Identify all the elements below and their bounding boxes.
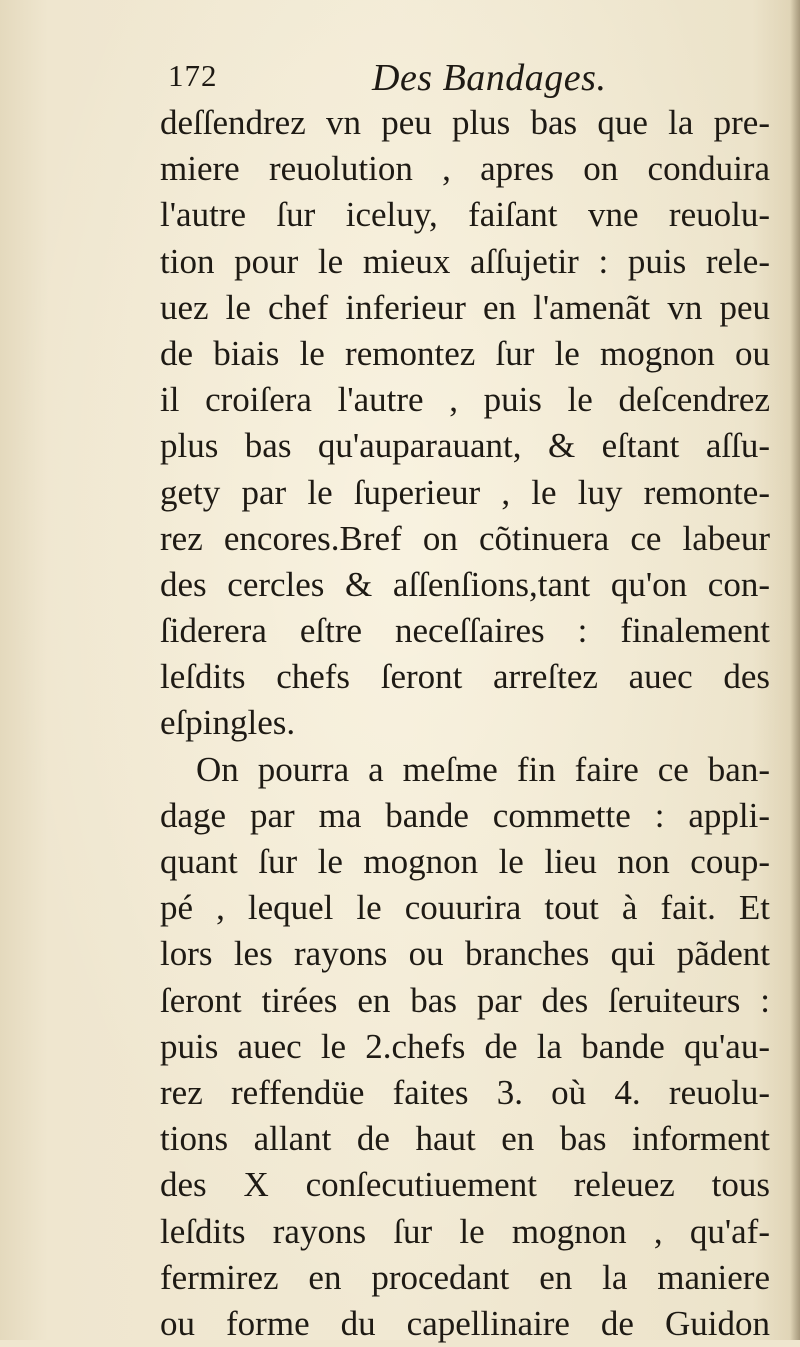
text-line: ou forme du capellinaire de Guidon: [160, 1303, 770, 1343]
text-line: gety par le ſuperieur , le luy remonte-: [160, 472, 770, 512]
text-line: dage par ma bande commette : appli-: [160, 795, 770, 835]
body-text: [160, 100, 770, 1347]
text-line: leſdits rayons ſur le mognon , qu'af-: [160, 1211, 770, 1251]
page-edge-shadow: [790, 0, 800, 1340]
text-line: deſſendrez vn peu plus bas que la pre-: [160, 103, 770, 142]
text-line: l'autre ſur iceluy, faiſant vne reuolu-: [160, 195, 770, 235]
text-line: des X conſecutiuement releuez tous: [160, 1165, 770, 1205]
text-line: miere reuolution , apres on conduira: [160, 149, 770, 189]
paragraph-start-line: On pourra a meſme fin faire ce ban-: [196, 749, 770, 789]
page-header: [160, 52, 660, 100]
text-line: uez le chef inferieur en l'amenãt vn peu: [160, 287, 770, 327]
text-line: puis auec le 2.chefs de la bande qu'au-: [160, 1026, 770, 1066]
text-line: leſdits chefs ſeront arreſtez auec des: [160, 657, 770, 697]
text-line: pé , lequel le couurira tout à fait. Et: [160, 888, 770, 928]
text-line: quant ſur le mognon le lieu non coup-: [160, 842, 770, 881]
text-line: ſeront tirées en bas par des ſeruiteurs :: [160, 980, 770, 1020]
text-line: rez reffendüe faites 3. où 4. reuolu-: [160, 1072, 770, 1112]
page-number: 172: [168, 58, 218, 93]
text-line: tion pour le mieux aſſujetir : puis rele-: [160, 241, 770, 281]
text-line: il croiſera l'autre , puis le deſcendrez: [160, 380, 770, 420]
text-line: de biais le remontez ſur le mognon ou: [160, 333, 770, 373]
text-line: des cercles & aſſenſions,tant qu'on con-: [160, 564, 770, 604]
text-line: rez encores.Bref on cõtinuera ce labeur: [160, 518, 770, 558]
text-line: eſpingles.: [160, 703, 296, 743]
text-line: tions allant de haut en bas informent: [160, 1119, 770, 1159]
text-line: lors les rayons ou branches qui pãdent: [160, 934, 770, 974]
text-line: fermirez en procedant en la maniere: [160, 1257, 770, 1297]
running-title: Des Bandages.: [372, 57, 607, 99]
text-line: plus bas qu'auparauant, & eſtant aſſu-: [160, 426, 770, 466]
text-line: ſiderera eſtre neceſſaires : finalement: [160, 611, 770, 651]
